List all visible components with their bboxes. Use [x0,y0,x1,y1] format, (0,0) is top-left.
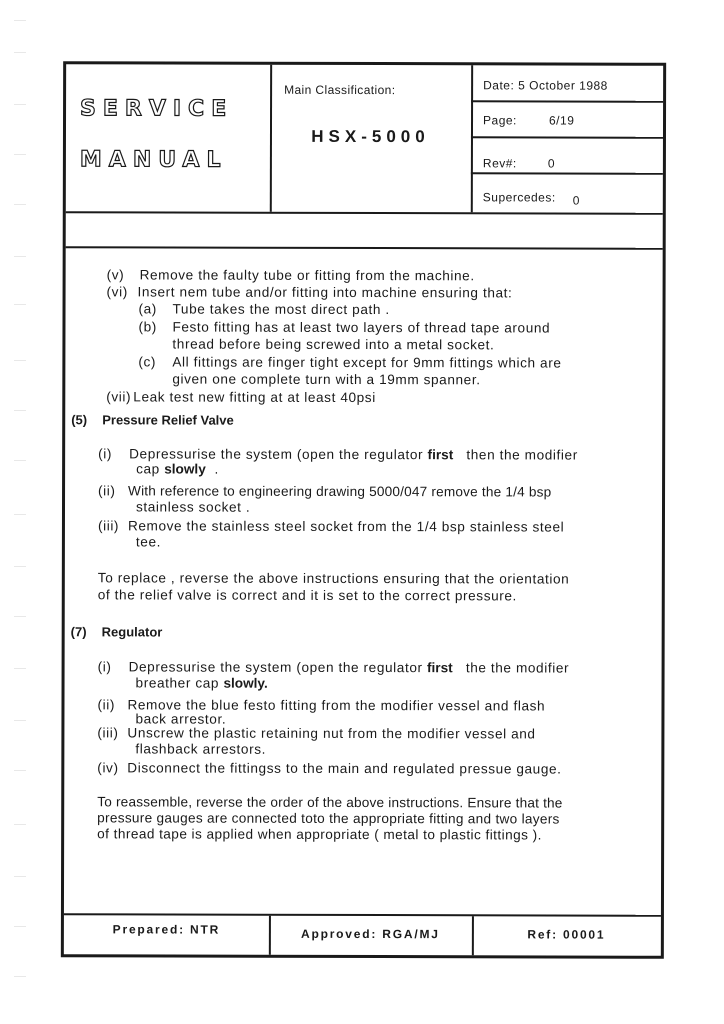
date-text: Date: 5 October 1988 [483,78,608,93]
approved-cell [269,916,474,956]
list-item: (v) Remove the faulty tube or fitting from the machine. [106,267,475,284]
section-heading-pressure-relief-valve: (5) Pressure Relief Valve [71,412,234,428]
rev-row [471,137,663,175]
list-item: (ii) Remove the blue festo fitting from the modifier vessel and flash [97,697,546,714]
paragraph-line: pressure gauges are connected toto the appropriate fitting and two layers [97,810,560,827]
rev-label: Rev#: [482,156,517,171]
list-item-continuation: given one complete turn with a 19mm spanner. [172,371,481,388]
paragraph-line: To reassemble, reverse the order of the above instructions. Ensure that the [97,794,563,811]
classification-value: HSX-5000 [311,126,430,147]
approved-by: Approved: RGA/MJ [300,926,440,942]
list-item-continuation: tee. [135,534,162,550]
classification-cell [270,65,473,213]
list-item: (iii) Remove the stainless steel socket from the 1/4 bsp stainless steel [97,518,565,535]
page-value: 6/19 [549,113,575,128]
document-frame [61,61,666,959]
list-item-continuation: stainless socket . [135,499,251,515]
supercedes-value: 0 [572,193,581,208]
list-item: (i) Depressurise the system (open the regulator first the the modifier [97,659,570,676]
list-item-continuation: flashback arrestors. [135,741,267,757]
list-item: (ii) With reference to engineering drawing 5000/047 remove the 1/4 bsp [98,483,552,500]
title-cell [66,64,272,212]
prepared-by: Prepared: NTR [112,922,221,937]
footer-block [64,913,661,956]
paragraph-line: To replace , reverse the above instructions ensuring that the orientation [97,570,570,587]
list-item-continuation: cap slowly . [136,461,219,477]
list-item-continuation: breather cap slowly. [135,675,268,691]
list-item: (c) All fittings are finger tight except for 9mm fittings which are [138,354,562,371]
date-row [471,65,663,103]
paragraph-line: of the relief valve is correct and it is set to the correct pressure. [97,587,517,604]
page-label: Page: [483,113,517,128]
document-body [64,248,663,843]
list-item: (iii) Unscrew the plastic retaining nut from the modifier vessel and [97,725,536,742]
section-heading-regulator: (7) Regulator [70,624,163,640]
reference-number: Ref: 00001 [527,927,606,942]
rev-value: 0 [547,156,556,171]
header-block [66,64,663,215]
metadata-cell [471,65,663,213]
page-row [471,101,663,139]
list-item: (i) Depressurise the system (open the regulator first then the modifier [98,446,578,463]
ref-cell [472,916,661,955]
supercedes-label: Supercedes: [482,190,556,205]
list-item: (vii) Leak test new fitting at at least 40psi [106,389,376,406]
scan-margin-marks [14,20,34,1000]
paragraph-line: of thread tape is applied when appropriate ( metal to plastic fittings ). [97,826,542,843]
list-item: (b) Festo fitting has at least two layers of thread tape around [138,319,551,336]
subheader-blank-row [66,211,663,250]
list-item-continuation: thread before being screwed into a metal socket. [172,336,495,353]
list-item: (a) Tube takes the most direct path . [138,301,390,318]
title-manual: MANUAL [79,147,228,173]
list-item: (iv) Disconnect the fittingss to the main and regulated pressue gauge. [97,760,562,777]
prepared-cell [64,915,271,955]
classification-label: Main Classification: [284,82,396,98]
list-item-continuation: back arrestor. [135,711,227,727]
title-service: SERVICE [80,96,234,122]
list-item: (vi) Insert nem tube and/or fitting into machine ensuring that: [106,284,513,301]
supercedes-row [471,173,663,209]
